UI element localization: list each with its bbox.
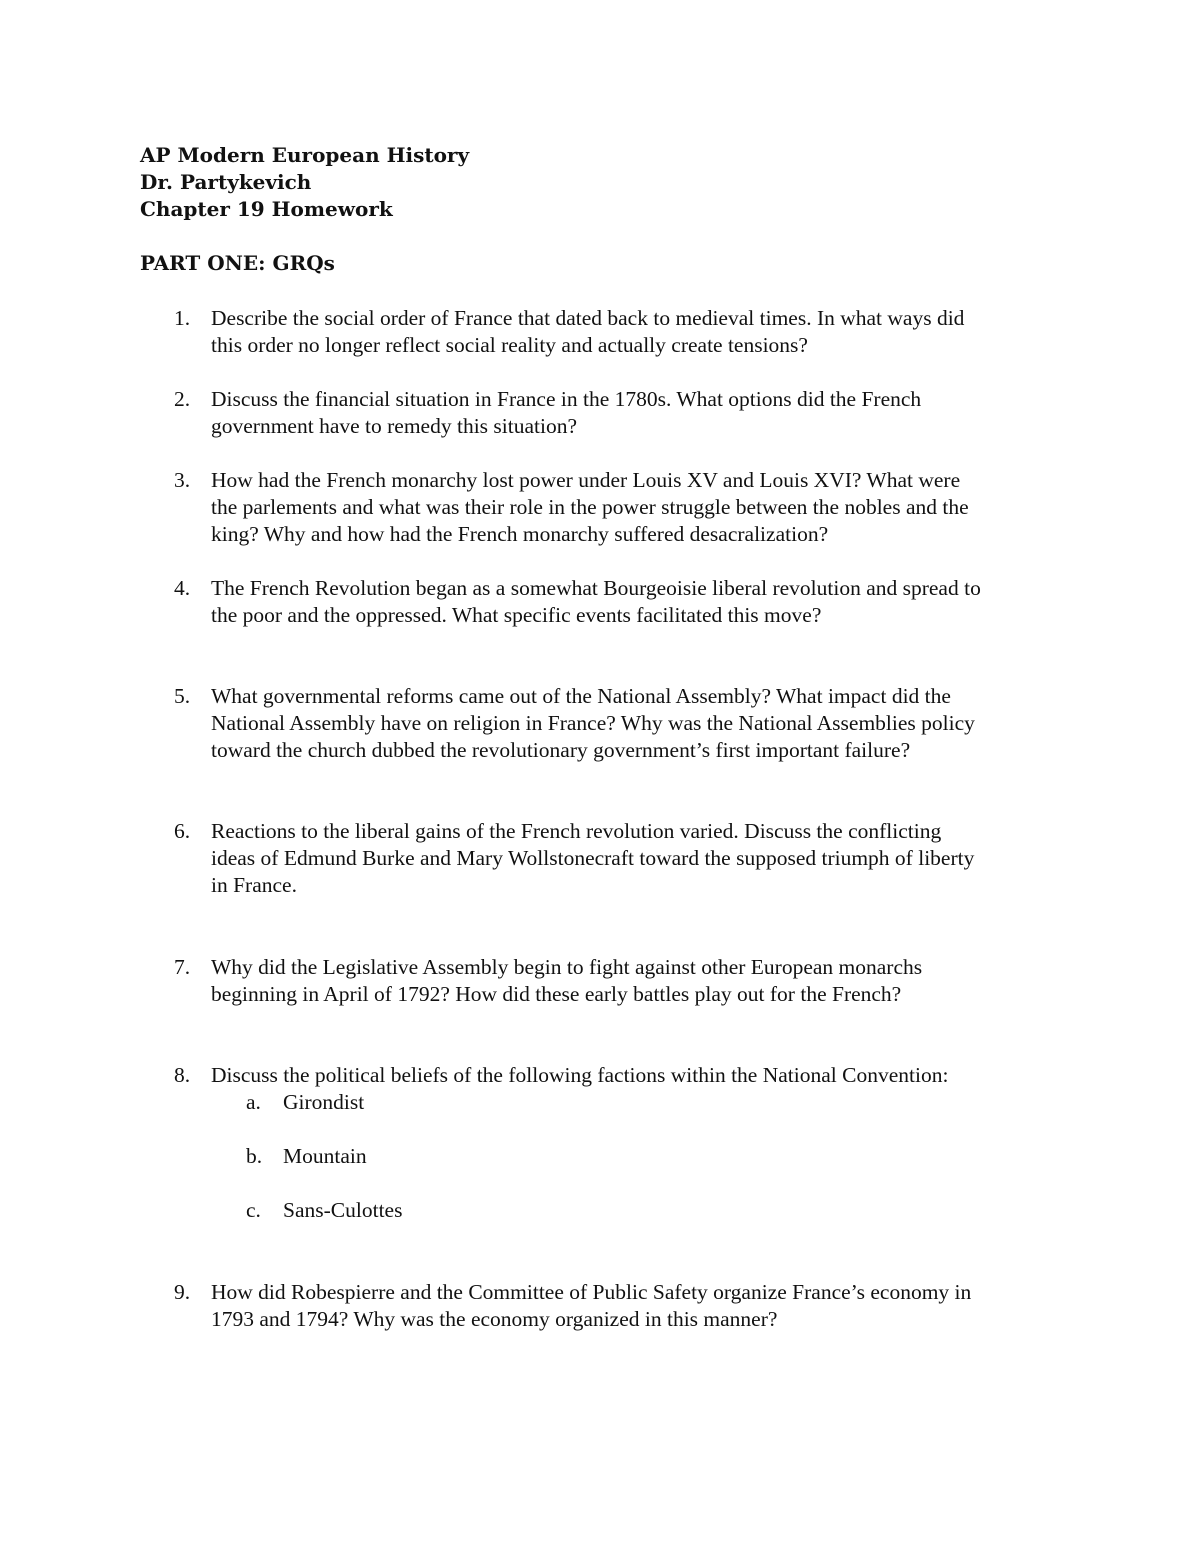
question-line: Describe the social order of France that dated back to medieval times. In what ways did — [211, 306, 965, 330]
question-line: ideas of Edmund Burke and Mary Wollstonecraft toward the supposed triumph of liberty — [211, 846, 975, 870]
question-number: 6. — [174, 819, 191, 843]
question-number: 1. — [174, 306, 191, 330]
sub-item-letter: c. — [246, 1198, 261, 1222]
question-text — [211, 467, 1091, 548]
sub-item-letter: a. — [246, 1090, 261, 1114]
sub-item-label: Mountain — [283, 1144, 367, 1168]
question-text — [211, 575, 1091, 629]
question-line: Discuss the political beliefs of the following factions within the National Convention: — [211, 1063, 949, 1087]
question-line: 1793 and 1794? Why was the economy organized in this manner? — [211, 1307, 778, 1331]
course-title: AP Modern European History — [140, 143, 470, 167]
question-text — [211, 1062, 1091, 1089]
question-number: 5. — [174, 684, 191, 708]
question-text — [211, 305, 1091, 359]
question-number: 8. — [174, 1063, 191, 1087]
question-line: king? Why and how had the French monarchy suffered desacralization? — [211, 522, 829, 546]
question-line: How did Robespierre and the Committee of Public Safety organize France’s economy in — [211, 1280, 972, 1304]
sub-item-label: Girondist — [283, 1090, 365, 1114]
question-text — [211, 386, 1091, 440]
question-number: 3. — [174, 468, 191, 492]
question-line: toward the church dubbed the revolutionary government’s first important failure? — [211, 738, 911, 762]
question-line: in France. — [211, 873, 297, 897]
instructor-name: Dr. Partykevich — [140, 170, 312, 194]
sub-item-label: Sans-Culottes — [283, 1198, 403, 1222]
assignment-title: Chapter 19 Homework — [140, 197, 393, 221]
question-line: the parlements and what was their role in the power struggle between the nobles and the — [211, 495, 969, 519]
question-line: government have to remedy this situation? — [211, 414, 578, 438]
question-text — [211, 683, 1091, 764]
question-number: 4. — [174, 576, 191, 600]
question-text — [211, 954, 1091, 1008]
question-number: 9. — [174, 1280, 191, 1304]
question-line: beginning in April of 1792? How did these early battles play out for the French? — [211, 982, 902, 1006]
question-line: this order no longer reflect social reality and actually create tensions? — [211, 333, 808, 357]
question-line: Why did the Legislative Assembly begin to fight against other European monarchs — [211, 955, 923, 979]
question-line: How had the French monarchy lost power under Louis XV and Louis XVI? What were — [211, 468, 961, 492]
question-number: 2. — [174, 387, 191, 411]
question-line: National Assembly have on religion in France? Why was the National Assemblies policy — [211, 711, 975, 735]
question-line: Discuss the financial situation in France in the 1780s. What options did the French — [211, 387, 922, 411]
question-number: 7. — [174, 955, 191, 979]
document-header — [140, 142, 469, 223]
question-text — [211, 818, 1091, 899]
question-text — [211, 1279, 1091, 1333]
question-line: the poor and the oppressed. What specific events facilitated this move? — [211, 603, 822, 627]
part-title: PART ONE: GRQs — [140, 251, 335, 275]
question-line: What governmental reforms came out of the National Assembly? What impact did the — [211, 684, 951, 708]
sub-item-letter: b. — [246, 1144, 263, 1168]
question-line: Reactions to the liberal gains of the French revolution varied. Discuss the conflicting — [211, 819, 942, 843]
question-line: The French Revolution began as a somewhat Bourgeoisie liberal revolution and spread to — [211, 576, 981, 600]
